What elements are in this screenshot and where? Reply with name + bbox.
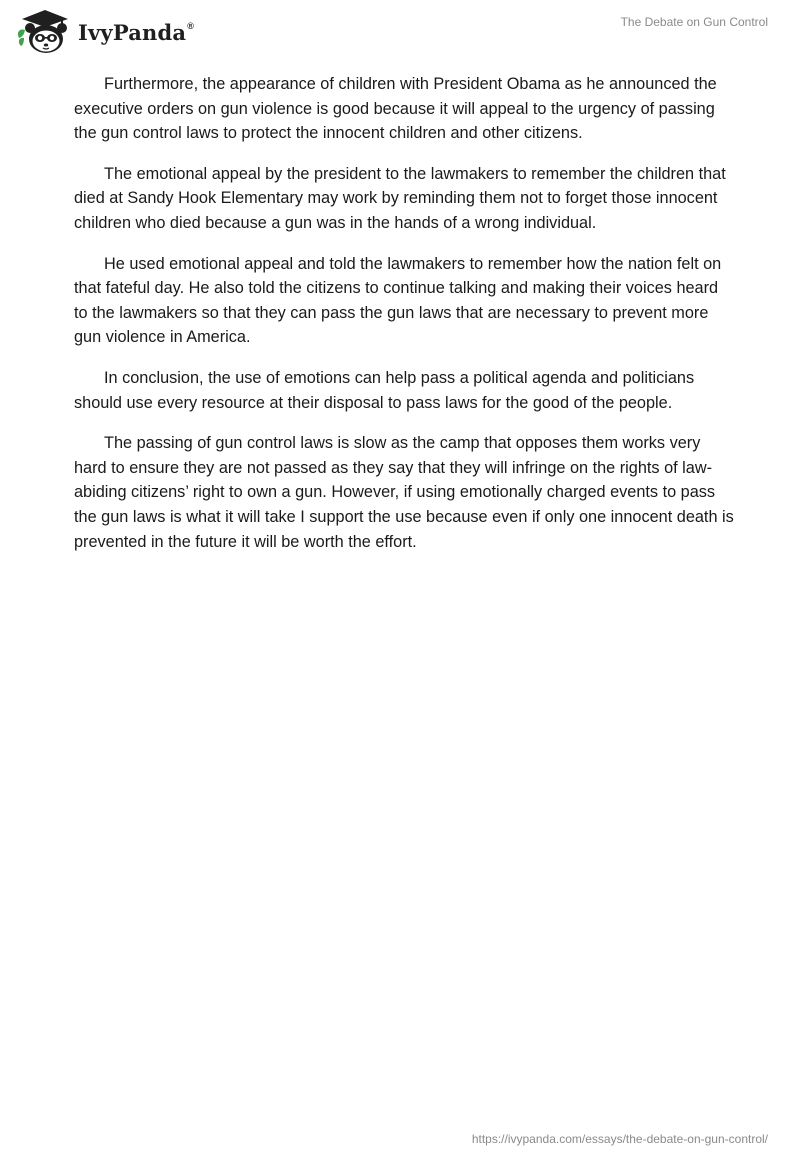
paragraph: In conclusion, the use of emotions can help pass a political agenda and politicians should use every resource at their disposal to pass laws for the good of the people. bbox=[74, 368, 695, 412]
essay-body bbox=[74, 72, 734, 570]
ivypanda-logo[interactable] bbox=[16, 8, 194, 54]
paragraph: Furthermore, the appearance of children with President Obama as he announced the executive orders on gun violence is good because it will appeal to the urgency of passing the gun control laws to protect the innocent children and other citizens. bbox=[74, 75, 717, 143]
panda-graduate-icon bbox=[16, 8, 74, 54]
page-header bbox=[0, 0, 800, 62]
logo-name: IvyPanda bbox=[78, 19, 187, 45]
registered-mark: ® bbox=[187, 20, 195, 31]
paragraph: The emotional appeal by the president to the lawmakers to remember the children that died at Sandy Hook Elementary may work by reminding them not to forget those innocent children who died because a gun was in the hands of a wrong individual. bbox=[74, 164, 726, 232]
logo-text bbox=[78, 20, 194, 45]
paragraph: He used emotional appeal and told the lawmakers to remember how the nation felt on that fateful day. He also told the citizens to continue talking and making their voices heard to the lawmakers so that they can pass the gun laws that are necessary to prevent more gun violence in America. bbox=[74, 254, 722, 347]
document-title: The Debate on Gun Control bbox=[620, 15, 768, 29]
paragraph: The passing of gun control laws is slow as the camp that opposes them works very hard to ensure they are not passed as they say that they will infringe on the rights of law-abiding citizens’ right to own a gun. However, if using emotionally charged events to pass the gun laws is what it will take I support the use because even if only one innocent death is prevented in the future it will be worth the effort. bbox=[74, 434, 734, 551]
source-url-link[interactable]: https://ivypanda.com/essays/the-debate-on-gun-control/ bbox=[471, 1132, 768, 1146]
